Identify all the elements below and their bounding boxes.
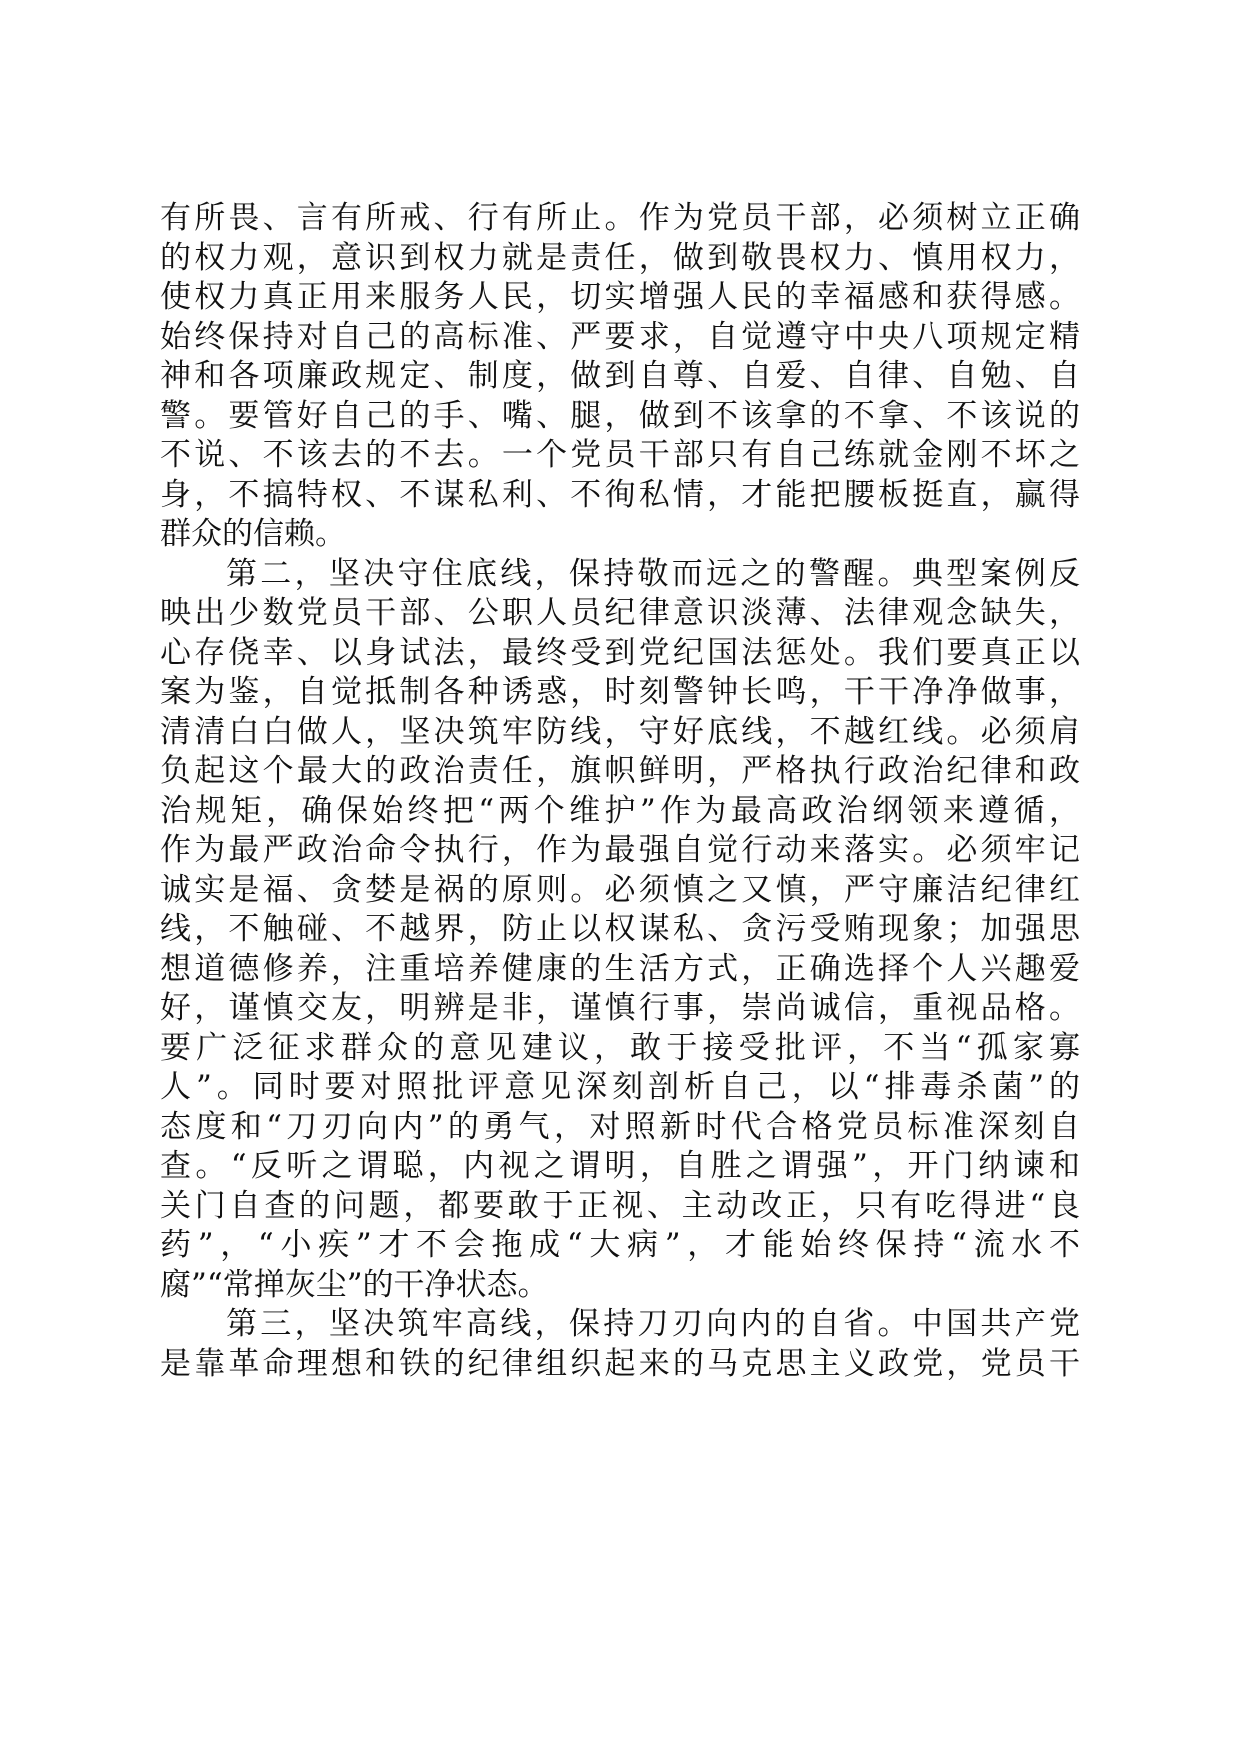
text-line: 线，不触碰、不越界，防止以权谋私、贪污受贿现象；加强思 (160, 911, 1080, 947)
text-line: 态度和“刀刃向内”的勇气，对照新时代合格党员标准深刻自 (160, 1108, 1080, 1145)
text-line: 关门自查的问题，都要敢于正视、主动改正，只有吃得进“良 (160, 1187, 1080, 1224)
text-line: 警。要管好自己的手、嘴、腿，做到不该拿的不拿、不该说的 (160, 397, 1080, 434)
text-line: 始终保持对自己的高标准、严要求，自觉遵守中央八项规定精 (160, 318, 1080, 355)
text-line: 是靠革命理想和铁的纪律组织起来的马克思主义政党，党员干 (160, 1345, 1080, 1382)
text-line: 映出少数党员干部、公职人员纪律意识淡薄、法律观念缺失， (160, 595, 1080, 631)
text-line: 不说、不该去的不去。一个党员干部只有自己练就金刚不坏之 (160, 437, 1080, 473)
text-line: 药”，“小疾”才不会拖成“大病”，才能始终保持“流水不 (160, 1227, 1080, 1263)
text-line: 人”。同时要对照批评意见深刻剖析自己，以“排毒杀菌”的 (160, 1069, 1080, 1105)
text-line: 使权力真正用来服务人民，切实增强人民的幸福感和获得感。 (160, 279, 1080, 315)
text-line: 想道德修养，注重培养健康的生活方式，正确选择个人兴趣爱 (160, 950, 1080, 987)
text-line: 作为最严政治命令执行，作为最强自觉行动来落实。必须牢记 (160, 832, 1080, 868)
text-line: 腐”“常掸灰尘”的干净状态。 (160, 1266, 549, 1303)
text-line: 案为鉴，自觉抵制各种诱惑，时刻警钟长鸣，干干净净做事， (160, 674, 1080, 710)
text-line: 诚实是福、贪婪是祸的原则。必须慎之又慎，严守廉洁纪律红 (160, 871, 1080, 908)
text-line: 神和各项廉政规定、制度，做到自尊、自爱、自律、自勉、自 (160, 358, 1080, 394)
text-line: 心存侥幸、以身试法，最终受到党纪国法惩处。我们要真正以 (160, 634, 1080, 671)
text-line: 治规矩，确保始终把“两个维护”作为最高政治纲领来遵循， (160, 792, 1080, 829)
paragraph-start-line: 第二，坚决守住底线，保持敬而远之的警醒。典型案例反 (226, 555, 1080, 592)
text-line: 清清白白做人，坚决筑牢防线，守好底线，不越红线。必须肩 (160, 713, 1080, 750)
text-line: 负起这个最大的政治责任，旗帜鲜明，严格执行政治纪律和政 (160, 753, 1080, 789)
text-line: 的权力观，意识到权力就是责任，做到敬畏权力、慎用权力， (160, 239, 1080, 276)
text-line: 好，谨慎交友，明辨是非，谨慎行事，崇尚诚信，重视品格。 (160, 990, 1080, 1026)
text-line: 要广泛征求群众的意见建议，敢于接受批评，不当“孤家寡 (160, 1029, 1080, 1066)
text-line: 查。“反听之谓聪，内视之谓明，自胜之谓强”，开门纳谏和 (160, 1148, 1080, 1184)
paragraph-start-line: 第三，坚决筑牢高线，保持刀刃向内的自省。中国共产党 (226, 1306, 1080, 1342)
text-line: 身，不搞特权、不谋私利、不徇私情，才能把腰板挺直，赢得 (160, 476, 1080, 513)
text-line: 有所畏、言有所戒、行有所止。作为党员干部，必须树立正确 (160, 200, 1080, 236)
body-text (160, 199, 1080, 1384)
text-line: 群众的信赖。 (160, 516, 346, 552)
